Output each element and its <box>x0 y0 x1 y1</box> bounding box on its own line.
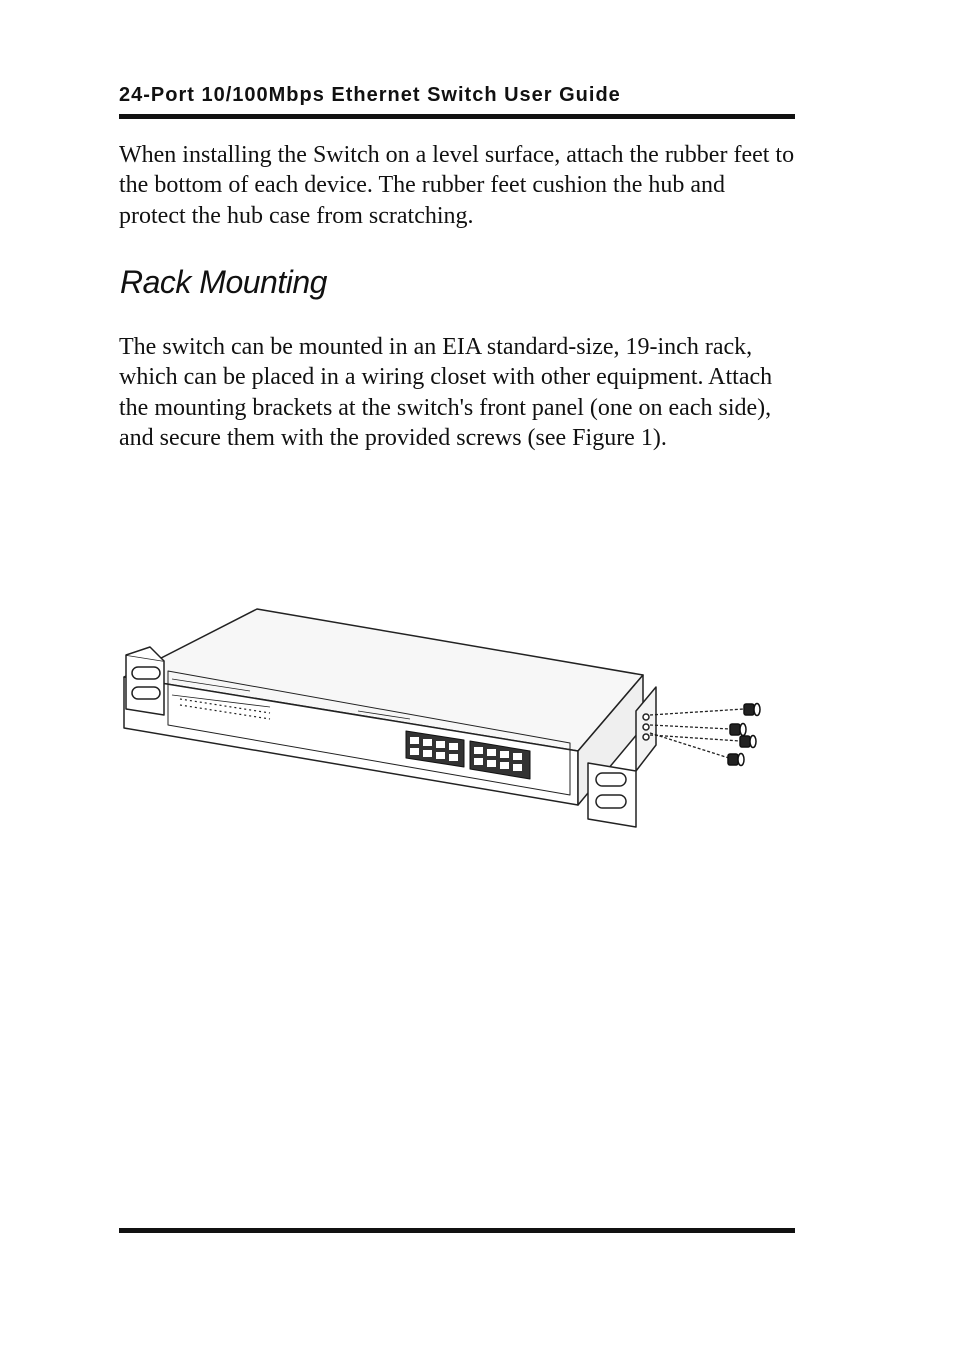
header-rule <box>119 114 795 119</box>
rack-mount-switch-illustration-icon <box>110 595 790 840</box>
figure-rack-mount <box>110 595 790 840</box>
footer-rule <box>119 1228 795 1233</box>
running-header: 24-Port 10/100Mbps Ethernet Switch User Guide <box>119 84 621 106</box>
paragraph-rubber-feet: When installing the Switch on a level surface, attach the rubber feet to the bottom of each device. The rubber feet cushion the hub and protect the hub case from scratching. <box>119 142 795 229</box>
section-heading: Rack Mounting <box>120 264 327 300</box>
paragraph-rack-mounting: The switch can be mounted in an EIA standard-size, 19-inch rack, which can be placed in a wiring closet with other equipment. Attach the mounting brackets at the switch's front panel (one on each side), and secure them with the provided screws (see Figure 1). <box>119 334 773 452</box>
